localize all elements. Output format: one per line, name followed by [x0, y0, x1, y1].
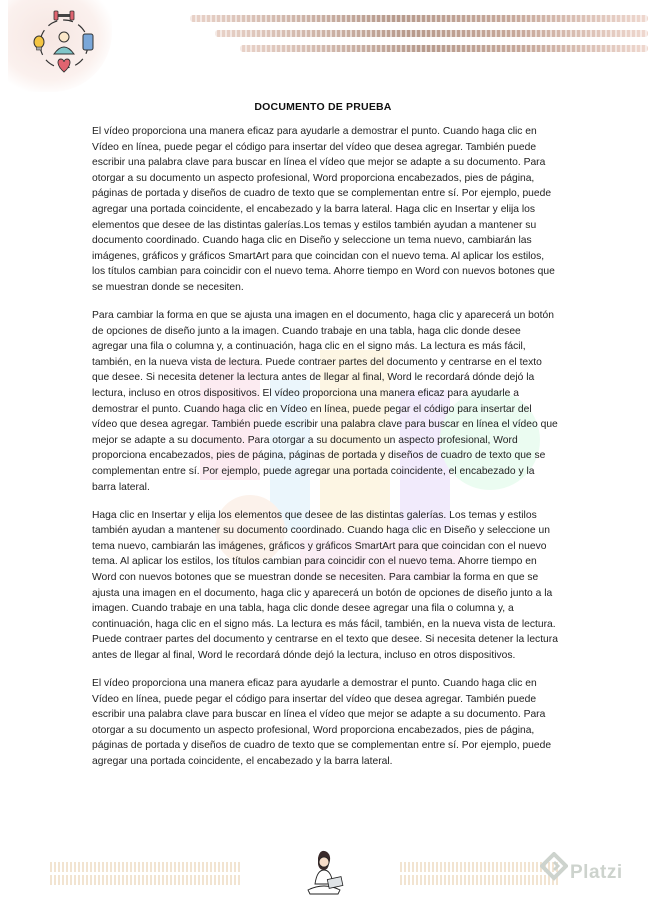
paragraph: Haga clic en Insertar y elija los elementos que desee de las distintas galerías. Los temas y estilos también ayudan a mantener su documento coordinado. Cuando haga clic en Diseño y seleccione un tema nuevo, cambiarán las imágenes, gráficos y gráficos SmartArt para que coincidan con el nuevo tema. Al aplicar los estilos, los títulos cambian para coincidir con el nuevo tema. Ahorre tiempo en Word con nuevos botones que se muestran donde se necesiten. Para cambiar la forma en que se ajusta una imagen en el documento, haga clic y aparecerá un botón de opciones de diseño junto a la imagen. Cuando trabaje en una tabla, haga clic donde desee agregar una fila o columna y, a continuación, haga clic en el signo más. La lectura es más fácil, también, en la nueva vista de lectura. Puede contraer partes del documento y centrarse en el texto que desee. Si necesita detener la lectura antes de llegar al final, Word le recordará dónde dejó la lectura, incluso en otros dispositivos. — [92, 509, 558, 661]
platzi-logo-icon — [540, 852, 568, 882]
footer-stripe-right — [400, 862, 560, 872]
paragraph: El vídeo proporciona una manera eficaz para ayudarle a demostrar el punto. Cuando haga clic en Vídeo en línea, puede pegar el código para insertar del vídeo que desea agregar. También puede escribir una palabra clave para buscar en línea el vídeo que mejor se adapte a su documento. Para otorgar a su documento un aspecto profesional, Word proporciona encabezados, pies de página, páginas de portada y diseños de cuadro de texto que se complementan entre sí. Por ejemplo, puede agregar una portada coincidente, el encabezado y la barra lateral. — [92, 678, 552, 768]
footer-stripe-left-2 — [50, 875, 240, 885]
brand-name: Platzi — [570, 862, 623, 883]
document-body — [92, 124, 558, 782]
paragraph: Para cambiar la forma en que se ajusta una imagen en el documento, haga clic y aparecerá un botón de opciones de diseño junto a la imagen. Cuando trabaje en una tabla, haga clic donde desee agregar una fila o columna y, a continuación, haga clic en el signo más. La lectura es más fácil, también, en la nueva vista de lectura. Puede contraer partes del documento y centrarse en el texto que desee. Si necesita detener la lectura antes de llegar al final, Word le recordará dónde dejó la lectura, incluso en otros dispositivos. El vídeo proporciona una manera eficaz para ayudarle a demostrar el punto. Cuando haga clic en Vídeo en línea, puede pegar el código para insertar del vídeo que desea agregar. También puede escribir una palabra clave para buscar en línea el vídeo que mejor se adapte a su documento. Para otorgar a su documento un aspecto profesional, Word proporciona encabezados, pies de página, páginas de portada y diseños de cuadro de texto que se complementan entre sí. Por ejemplo, puede agregar una portada coincidente, el encabezado y la barra lateral. — [92, 310, 558, 493]
paragraph: El vídeo proporciona una manera eficaz para ayudarle a demostrar el punto. Cuando haga clic en Vídeo en línea, puede pegar el código para insertar del vídeo que desea agregar. También puede escribir una palabra clave para buscar en línea el vídeo que mejor se adapte a su documento. Para otorgar a su documento un aspecto profesional, Word proporciona encabezados, pies de página, páginas de portada y diseños de cuadro de texto que se complementan entre sí. Por ejemplo, puede agregar una portada coincidente, el encabezado y la barra lateral. Haga clic en Insertar y elija los elementos que desee de las distintas galerías.Los temas y estilos también ayudan a mantener su documento coordinado. Cuando haga clic en Diseño y seleccione un tema nuevo, cambiarán las imágenes, gráficos y gráficos SmartArt para que coincidan con el nuevo tema. Al aplicar los estilos, los títulos cambian para coincidir con el nuevo tema. Ahorre tiempo en Word con nuevos botones que se muestran donde se necesiten. — [92, 126, 555, 293]
footer-stripe-right-2 — [400, 875, 560, 885]
footer-stripe-left — [50, 862, 240, 872]
people-network-icon — [28, 10, 100, 76]
woman-with-laptop-icon — [300, 848, 348, 898]
header-stripe-2 — [215, 30, 648, 37]
header-stripe-1 — [190, 15, 648, 22]
document-title: DOCUMENTO DE PRUEBA — [254, 101, 392, 113]
header-stripe-3 — [240, 45, 648, 52]
